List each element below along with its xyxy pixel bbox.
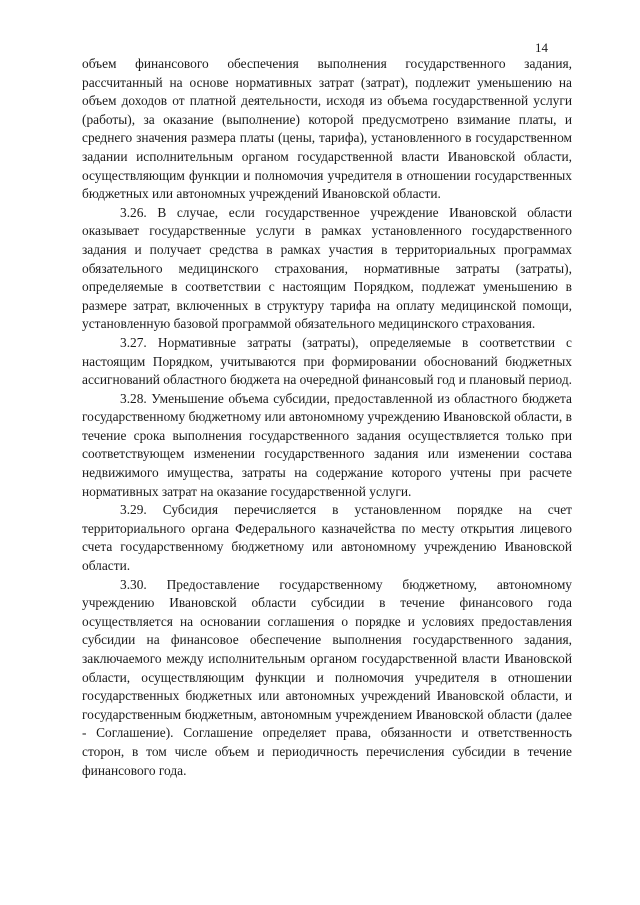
paragraph-3-30: 3.30. Предоставление государственному бюджетному, автономному учреждению Ивановской области субсидии в течение финансового года осуществляется на основании соглашения о порядке и условиях предоставления субсидии на финансовое обеспечение выполнения государственного задания, заключаемого между исполнительным органом государственной власти Ивановской области, осуществляющим функции и полномочия учредителя в отношении государственных бюджетных или автономных учреждений Ивановской области, и государственным бюджетным, автономным учреждением Ивановской области (далее - Соглашение). Соглашение определяет права, обязанности и ответственность сторон, в том числе объем и периодичность перечисления субсидии в течение финансового года. bbox=[82, 576, 572, 778]
paragraph-3-28: 3.28. Уменьшение объема субсидии, предоставленной из областного бюджета государственному бюджетному или автономному учреждению Ивановской области, в течение срока выполнения государственного задания осуществляется только при соответствующем изменении государственного задания или изменении состава недвижимого имущества, затраты на содержание которого учтены при расчете нормативных затрат на оказание государственной услуги. bbox=[82, 390, 572, 499]
document-body bbox=[82, 55, 572, 780]
paragraph-3-29: 3.29. Субсидия перечисляется в установленном порядке на счет территориального органа Федерального казначейства по месту открытия лицевого счета государственному бюджетному или автономному учреждению Ивановской области. bbox=[82, 502, 572, 574]
page-number: 14 bbox=[535, 40, 548, 55]
paragraph-3-27: 3.27. Нормативные затраты (затраты), определяемые в соответствии с настоящим Порядком, учитываются при формировании обоснований бюджетных ассигнований областного бюджета на очередной финансовый год и плановый период. bbox=[82, 334, 573, 388]
paragraph-3-26: 3.26. В случае, если государственное учреждение Ивановской области оказывает государственные услуги в рамках установленного государственного задания и получает средства в рамках участия в территориальных программах обязательного медицинского страхования, нормативные затраты (затраты), определяемые в соответствии с настоящим Порядком, подлежат уменьшению в размере затрат, включенных в структуру тарифа на оплату медицинской помощи, установленную базовой программой обязательного медицинского страхования. bbox=[82, 204, 572, 332]
paragraph-continuation: объем финансового обеспечения выполнения государственного задания, рассчитанный на основе нормативных затрат (затрат), подлежит уменьшению на объем доходов от платной деятельности, исходя из объема государственной услуги (работы), за оказание (выполнение) которой предусмотрено взимание платы, и среднего значения размера платы (цены, тарифа), установленного в государственном задании исполнительным органом государственной власти Ивановской области, осуществляющим функции и полномочия учредителя в отношении государственных бюджетных или автономных учреждений Ивановской области. bbox=[82, 56, 572, 202]
